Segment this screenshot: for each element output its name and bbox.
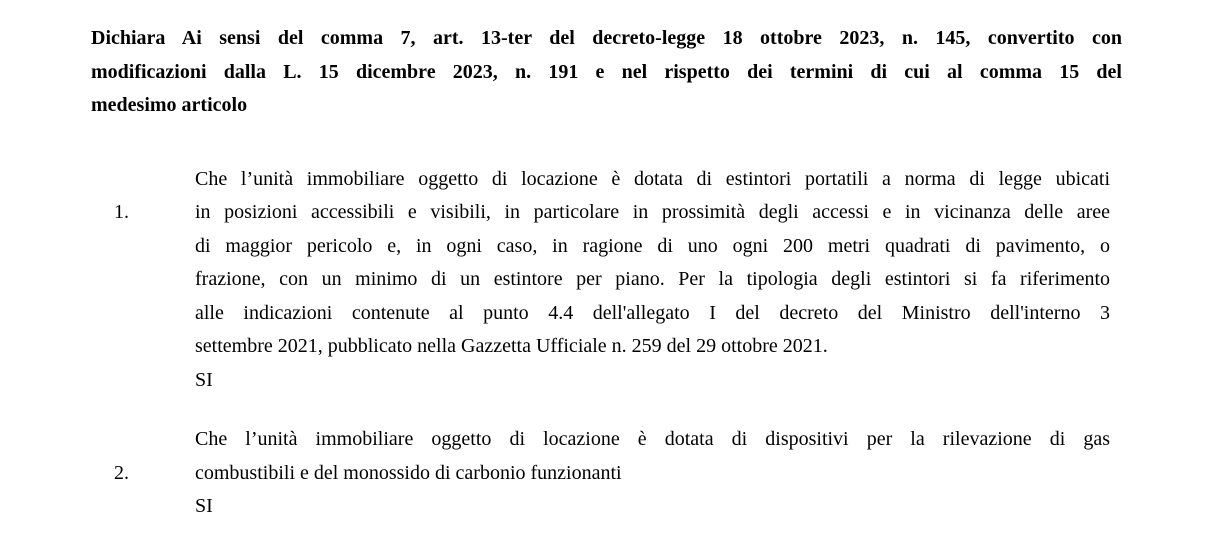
item-1-line-3: di maggior pericolo e, in ogni caso, in ragione di uno ogni 200 metri quadrati di pavimento, o [195, 234, 1110, 257]
declaration-list [91, 163, 1122, 524]
item-1-number: 1. [114, 201, 129, 223]
heading-line-1: Dichiara Ai sensi del comma 7, art. 13-ter del decreto-legge 18 ottobre 2023, n. 145, convertito con [91, 27, 1122, 49]
item-1-line-6: settembre 2021, pubblicato nella Gazzetta Ufficiale n. 259 del 29 ottobre 2021. [195, 335, 828, 357]
item-1-line-1: Che l’unità immobiliare oggetto di locazione è dotata di estintori portatili a norma di legge ubicati [195, 167, 1110, 190]
declaration-heading [91, 22, 1122, 123]
item-1-line-4: frazione, con un minimo di un estintore per piano. Per la tipologia degli estintori si fa riferimento [195, 268, 1110, 290]
item-1-line-5: alle indicazioni contenute al punto 4.4 dell'allegato I del decreto del Ministro dell'interno 3 [195, 301, 1110, 324]
item-2-line-2: combustibili e del monossido di carbonio funzionanti [195, 461, 622, 484]
item-1-line-2: in posizioni accessibili e visibili, in particolare in prossimità degli accessi e in vicinanza delle aree [195, 201, 1110, 223]
item-1-answer: SI [195, 368, 213, 391]
item-2-number: 2. [114, 461, 129, 484]
heading-line-2: modificazioni dalla L. 15 dicembre 2023, n. 191 e nel rispetto dei termini di cui al comma 15 del [91, 60, 1122, 83]
item-2-answer: SI [195, 495, 213, 517]
heading-line-3: medesimo articolo [91, 94, 248, 116]
item-1-text [195, 163, 1110, 398]
list-item-1 [91, 163, 1122, 398]
item-2-line-1: Che l’unità immobiliare oggetto di locazione è dotata di dispositivi per la rilevazione di gas [195, 428, 1110, 450]
list-item-2 [91, 423, 1122, 524]
item-2-text [195, 423, 1110, 524]
